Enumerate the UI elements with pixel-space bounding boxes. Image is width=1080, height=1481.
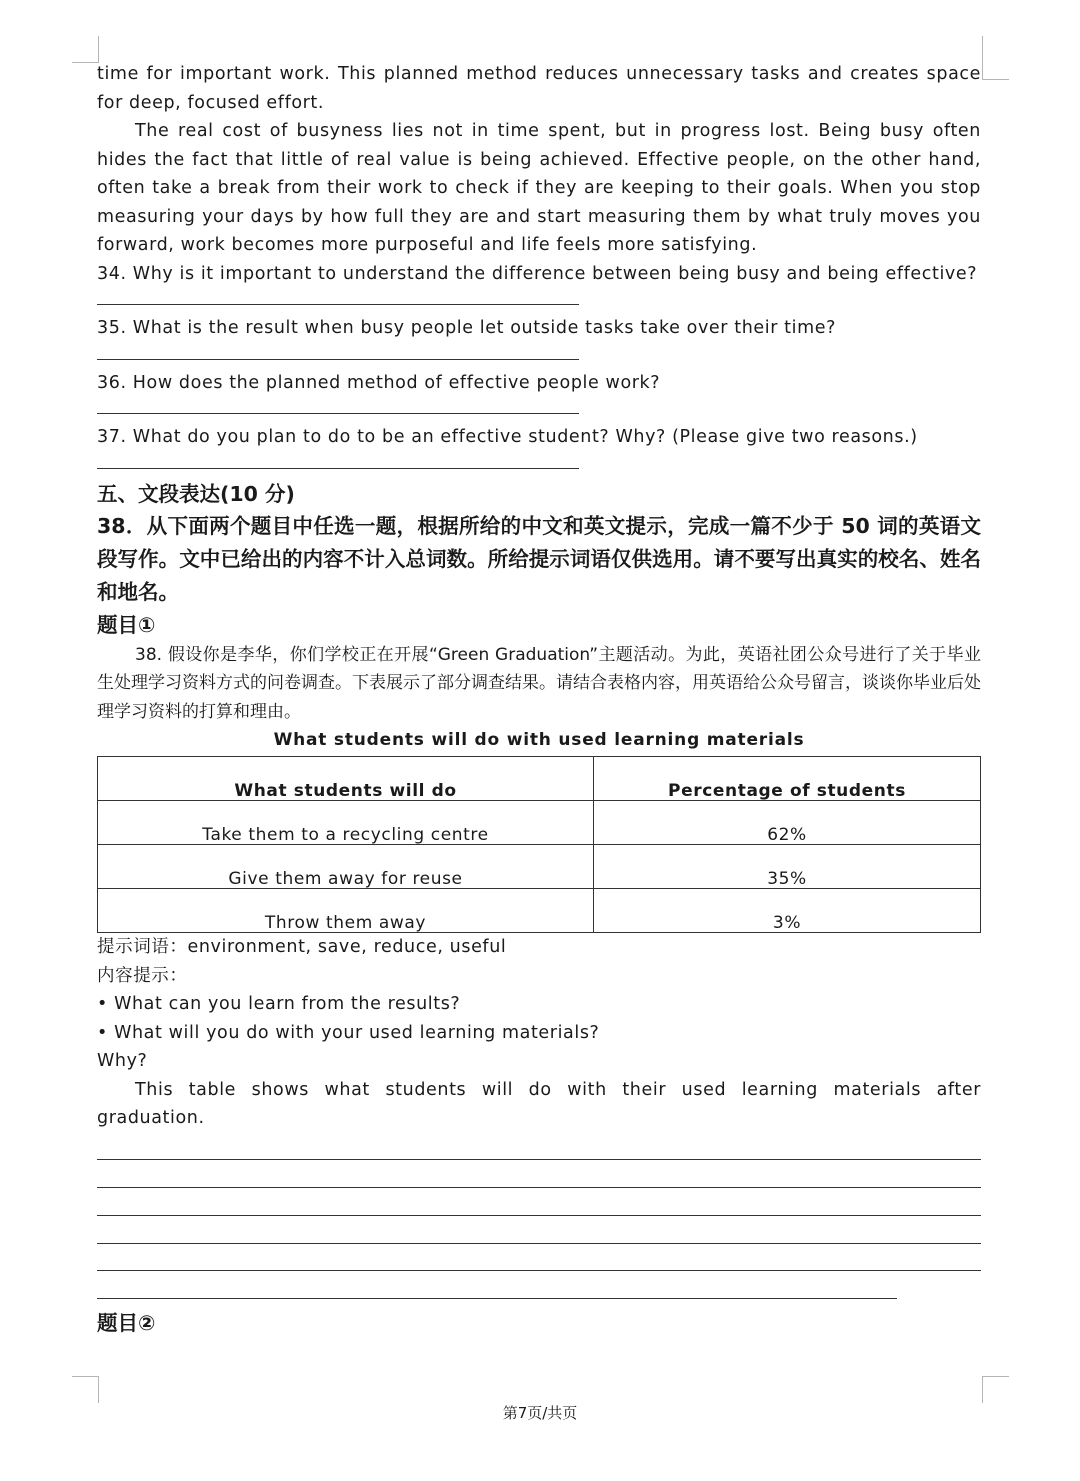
writing-starter: This table shows what students will do with their used learning materials after graduation. xyxy=(97,1079,981,1128)
content-hint-bullet-1: • What can you learn from the results? xyxy=(97,994,461,1014)
answer-line-37[interactable] xyxy=(97,468,579,469)
crop-mark-bottom-left xyxy=(72,1376,99,1403)
passage-paragraph: The real cost of busyness lies not in time spent, but in progress lost. Being busy often hides the fact that little of real value is being achieved. Effective people, on the other hand, often take a break from their work to check if they are keeping to their goals. When you stop measuring your days by how full they are and start measuring them by what truly moves you forward, work becomes more purposeful and life feels more satisfying. xyxy=(97,121,981,255)
topic-1-prompt: 38. 假设你是李华，你们学校正在开展“Green Graduation”主题活动。为此，英语社团公众号进行了关于毕业生处理学习资料方式的问卷调查。下表展示了部分调查结果。请结合表格内容，用英语给公众号留言，谈谈你毕业后处理学习资料的打算和理由。 xyxy=(97,644,981,722)
table-row xyxy=(98,844,980,888)
table-header-action: What students will do xyxy=(98,757,594,800)
table-cell-action: Give them away for reuse xyxy=(98,845,594,888)
question-35: 35. What is the result when busy people let outside tasks take over their time? xyxy=(97,318,836,338)
table-header-row xyxy=(98,757,980,800)
table-cell-action: Throw them away xyxy=(98,889,594,932)
passage-continuation: time for important work. This planned method reduces unnecessary tasks and creates space for deep, focused effort. xyxy=(97,64,981,113)
table-header-percent: Percentage of students xyxy=(668,781,906,801)
question-34: 34. Why is it important to understand the difference between being busy and being effective? xyxy=(97,263,978,284)
writing-line[interactable] xyxy=(97,1270,981,1271)
hint-words: 提示词语：environment, save, reduce, useful xyxy=(97,937,507,957)
crop-mark-top-right xyxy=(982,36,1009,80)
section-heading: 五、文段表达(10 分) xyxy=(97,481,295,506)
table-caption: What students will do with used learning materials xyxy=(273,730,805,750)
table-cell-percent: 62% xyxy=(767,825,807,845)
content-hint-label: 内容提示： xyxy=(97,965,188,986)
writing-line[interactable] xyxy=(97,1243,981,1244)
writing-instruction: 38．从下面两个题目中任选一题，根据所给的中文和英文提示，完成一篇不少于 50 词的英语文段写作。文中已给出的内容不计入总词数。所给提示词语仅供选用。请不要写出真实的校名、姓名和地名。 xyxy=(97,513,981,604)
table-cell-action: Take them to a recycling centre xyxy=(98,801,594,844)
question-36: 36. How does the planned method of effective people work? xyxy=(97,372,661,393)
table-cell-percent: 35% xyxy=(767,869,807,889)
content-hint-bullet-2: • What will you do with your used learning materials? xyxy=(97,1022,600,1043)
writing-line[interactable] xyxy=(97,1215,981,1216)
table-cell-percent: 3% xyxy=(772,913,802,933)
crop-mark-bottom-right xyxy=(982,1376,1009,1403)
topic-2-label: 题目② xyxy=(97,1311,156,1336)
answer-line-34[interactable] xyxy=(97,304,579,305)
question-37: 37. What do you plan to do to be an effective student? Why? (Please give two reasons.) xyxy=(97,427,918,447)
crop-mark-top-left xyxy=(72,36,99,63)
topic-1-label: 题目① xyxy=(97,612,156,637)
table-row xyxy=(98,800,980,844)
survey-table xyxy=(97,756,981,933)
writing-line[interactable] xyxy=(97,1298,897,1299)
answer-line-36[interactable] xyxy=(97,413,579,414)
writing-line[interactable] xyxy=(97,1187,981,1188)
writing-line[interactable] xyxy=(97,1159,981,1160)
answer-line-35[interactable] xyxy=(97,359,579,360)
page-content xyxy=(97,60,981,1339)
page-number: 第7页/共页 xyxy=(502,1404,578,1422)
content-hint-why: Why? xyxy=(97,1051,148,1071)
table-row xyxy=(98,888,980,932)
